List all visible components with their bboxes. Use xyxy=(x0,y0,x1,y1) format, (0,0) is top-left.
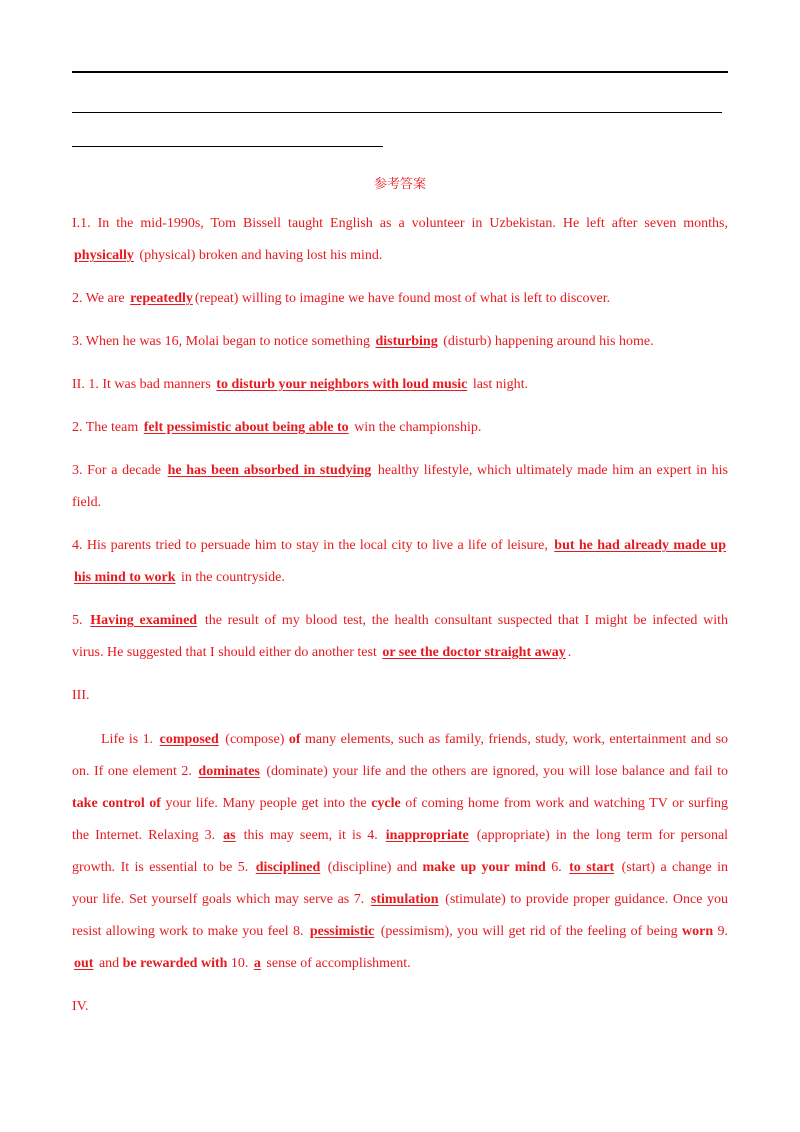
answer: to start xyxy=(569,860,615,875)
answer: composed xyxy=(159,732,219,747)
text: win the championship. xyxy=(354,420,482,435)
answer: to disturb your neighbors with loud music xyxy=(216,377,468,392)
text: your life. Many people get into the xyxy=(165,796,367,811)
text: (compose) xyxy=(225,732,285,747)
s3-line3 xyxy=(72,788,728,820)
answer: cycle xyxy=(371,796,401,811)
answer: disturbing xyxy=(375,334,438,349)
text: field. xyxy=(72,495,102,510)
text: virus. He suggested that I should either do another test xyxy=(72,645,377,660)
text: . xyxy=(567,645,572,660)
s3-label: III. xyxy=(72,688,90,703)
s2-line3b xyxy=(72,487,728,519)
text: of coming home from work and watching TV or surfing xyxy=(405,796,729,811)
answer: a xyxy=(253,956,261,971)
s2-line5b xyxy=(72,637,728,669)
s3-line5 xyxy=(72,852,728,884)
s3-line2 xyxy=(72,756,728,788)
s1-line1 xyxy=(72,208,728,240)
answer-line-1 xyxy=(72,112,722,113)
answer: but he had already made up xyxy=(554,538,726,553)
text: your life. Set yourself goals which may serve as 7. xyxy=(72,892,365,907)
s3-line7 xyxy=(72,916,728,948)
answer: or see the doctor straight away xyxy=(382,645,566,660)
s1-line2 xyxy=(72,283,728,315)
text: in the countryside. xyxy=(181,570,285,585)
text: 3. When he was 16, Molai began to notice something xyxy=(72,334,370,349)
text: (pessimism), you will get rid of the feeling of being xyxy=(380,924,678,939)
answer: Having examined xyxy=(90,613,198,628)
answer: his mind to work xyxy=(74,570,176,585)
answer: physically xyxy=(74,248,134,263)
text: resist allowing work to make you feel 8. xyxy=(72,924,304,939)
s2-line2 xyxy=(72,412,728,444)
section-heading: 参考答案 xyxy=(373,177,426,192)
text: healthy lifestyle, which ultimately made him an expert in his xyxy=(377,463,728,478)
answer: of xyxy=(288,732,301,747)
text: 2. The team xyxy=(72,420,139,435)
text: (repeat) willing to imagine we have found most of what is left to discover. xyxy=(194,291,611,306)
answer: pessimistic xyxy=(309,924,375,939)
text: (stimulate) to provide proper guidance. Once you xyxy=(445,892,729,907)
answer: out xyxy=(74,956,94,971)
text: (appropriate) in the long term for personal xyxy=(476,828,729,843)
text: 3. For a decade xyxy=(72,463,161,478)
text: (start) a change in xyxy=(621,860,728,875)
text: many elements, such as family, friends, study, work, entertainment and so xyxy=(305,732,729,747)
text: the result of my blood test, the health consultant suspected that I might be infected with xyxy=(204,613,729,628)
text: growth. It is essential to be 5. xyxy=(72,860,249,875)
answer: repeatedly xyxy=(130,291,193,306)
text: and xyxy=(98,956,120,971)
answer: stimulation xyxy=(370,892,439,907)
answer: disciplined xyxy=(255,860,321,875)
s3-line8 xyxy=(72,948,728,980)
s2-line5 xyxy=(72,605,728,637)
answer: take control of xyxy=(72,796,161,811)
answer: felt pessimistic about being able to xyxy=(143,420,349,435)
s4-label: IV. xyxy=(72,999,89,1014)
text: on. If one element 2. xyxy=(72,764,192,779)
top-rule xyxy=(72,71,728,73)
s2-line4b xyxy=(72,562,728,594)
answer: make up your mind xyxy=(422,860,546,875)
answer: be rewarded with xyxy=(122,956,228,971)
s1-line3 xyxy=(72,326,728,358)
text: 5. xyxy=(72,613,83,628)
answer: worn xyxy=(682,924,714,939)
text: 10. xyxy=(230,956,249,971)
s3-line1 xyxy=(72,724,728,756)
text: (discipline) and xyxy=(327,860,418,875)
text: this may seem, it is 4. xyxy=(243,828,378,843)
answer: inappropriate xyxy=(385,828,469,843)
text: sense of accomplishment. xyxy=(266,956,411,971)
text: (physical) broken and having lost his mind. xyxy=(139,248,383,263)
text: 2. We are xyxy=(72,291,125,306)
answer: dominates xyxy=(198,764,260,779)
text: 4. His parents tried to persuade him to stay in the local city to live a life of leisure, xyxy=(72,538,548,553)
text: 9. xyxy=(717,924,729,939)
answer: he has been absorbed in studying xyxy=(167,463,372,478)
text: Life is 1. xyxy=(101,732,154,747)
s2-line3 xyxy=(72,455,728,487)
text: (disturb) happening around his home. xyxy=(443,334,654,349)
text: 6. xyxy=(551,860,562,875)
s2-line1 xyxy=(72,369,728,401)
text: I.1. In the mid-1990s, Tom Bissell taught English as a volunteer in Uzbekistan. He left after seven months, xyxy=(72,216,728,231)
text: last night. xyxy=(472,377,529,392)
text: (dominate) your life and the others are ignored, you will lose balance and fail to xyxy=(266,764,729,779)
s1-line1b xyxy=(72,240,728,272)
answer-line-2 xyxy=(72,146,383,147)
text: II. 1. It was bad manners xyxy=(72,377,211,392)
s2-line4 xyxy=(72,530,728,562)
s3-line4 xyxy=(72,820,728,852)
answer: as xyxy=(223,828,236,843)
text: the Internet. Relaxing 3. xyxy=(72,828,216,843)
s3-line6 xyxy=(72,884,728,916)
